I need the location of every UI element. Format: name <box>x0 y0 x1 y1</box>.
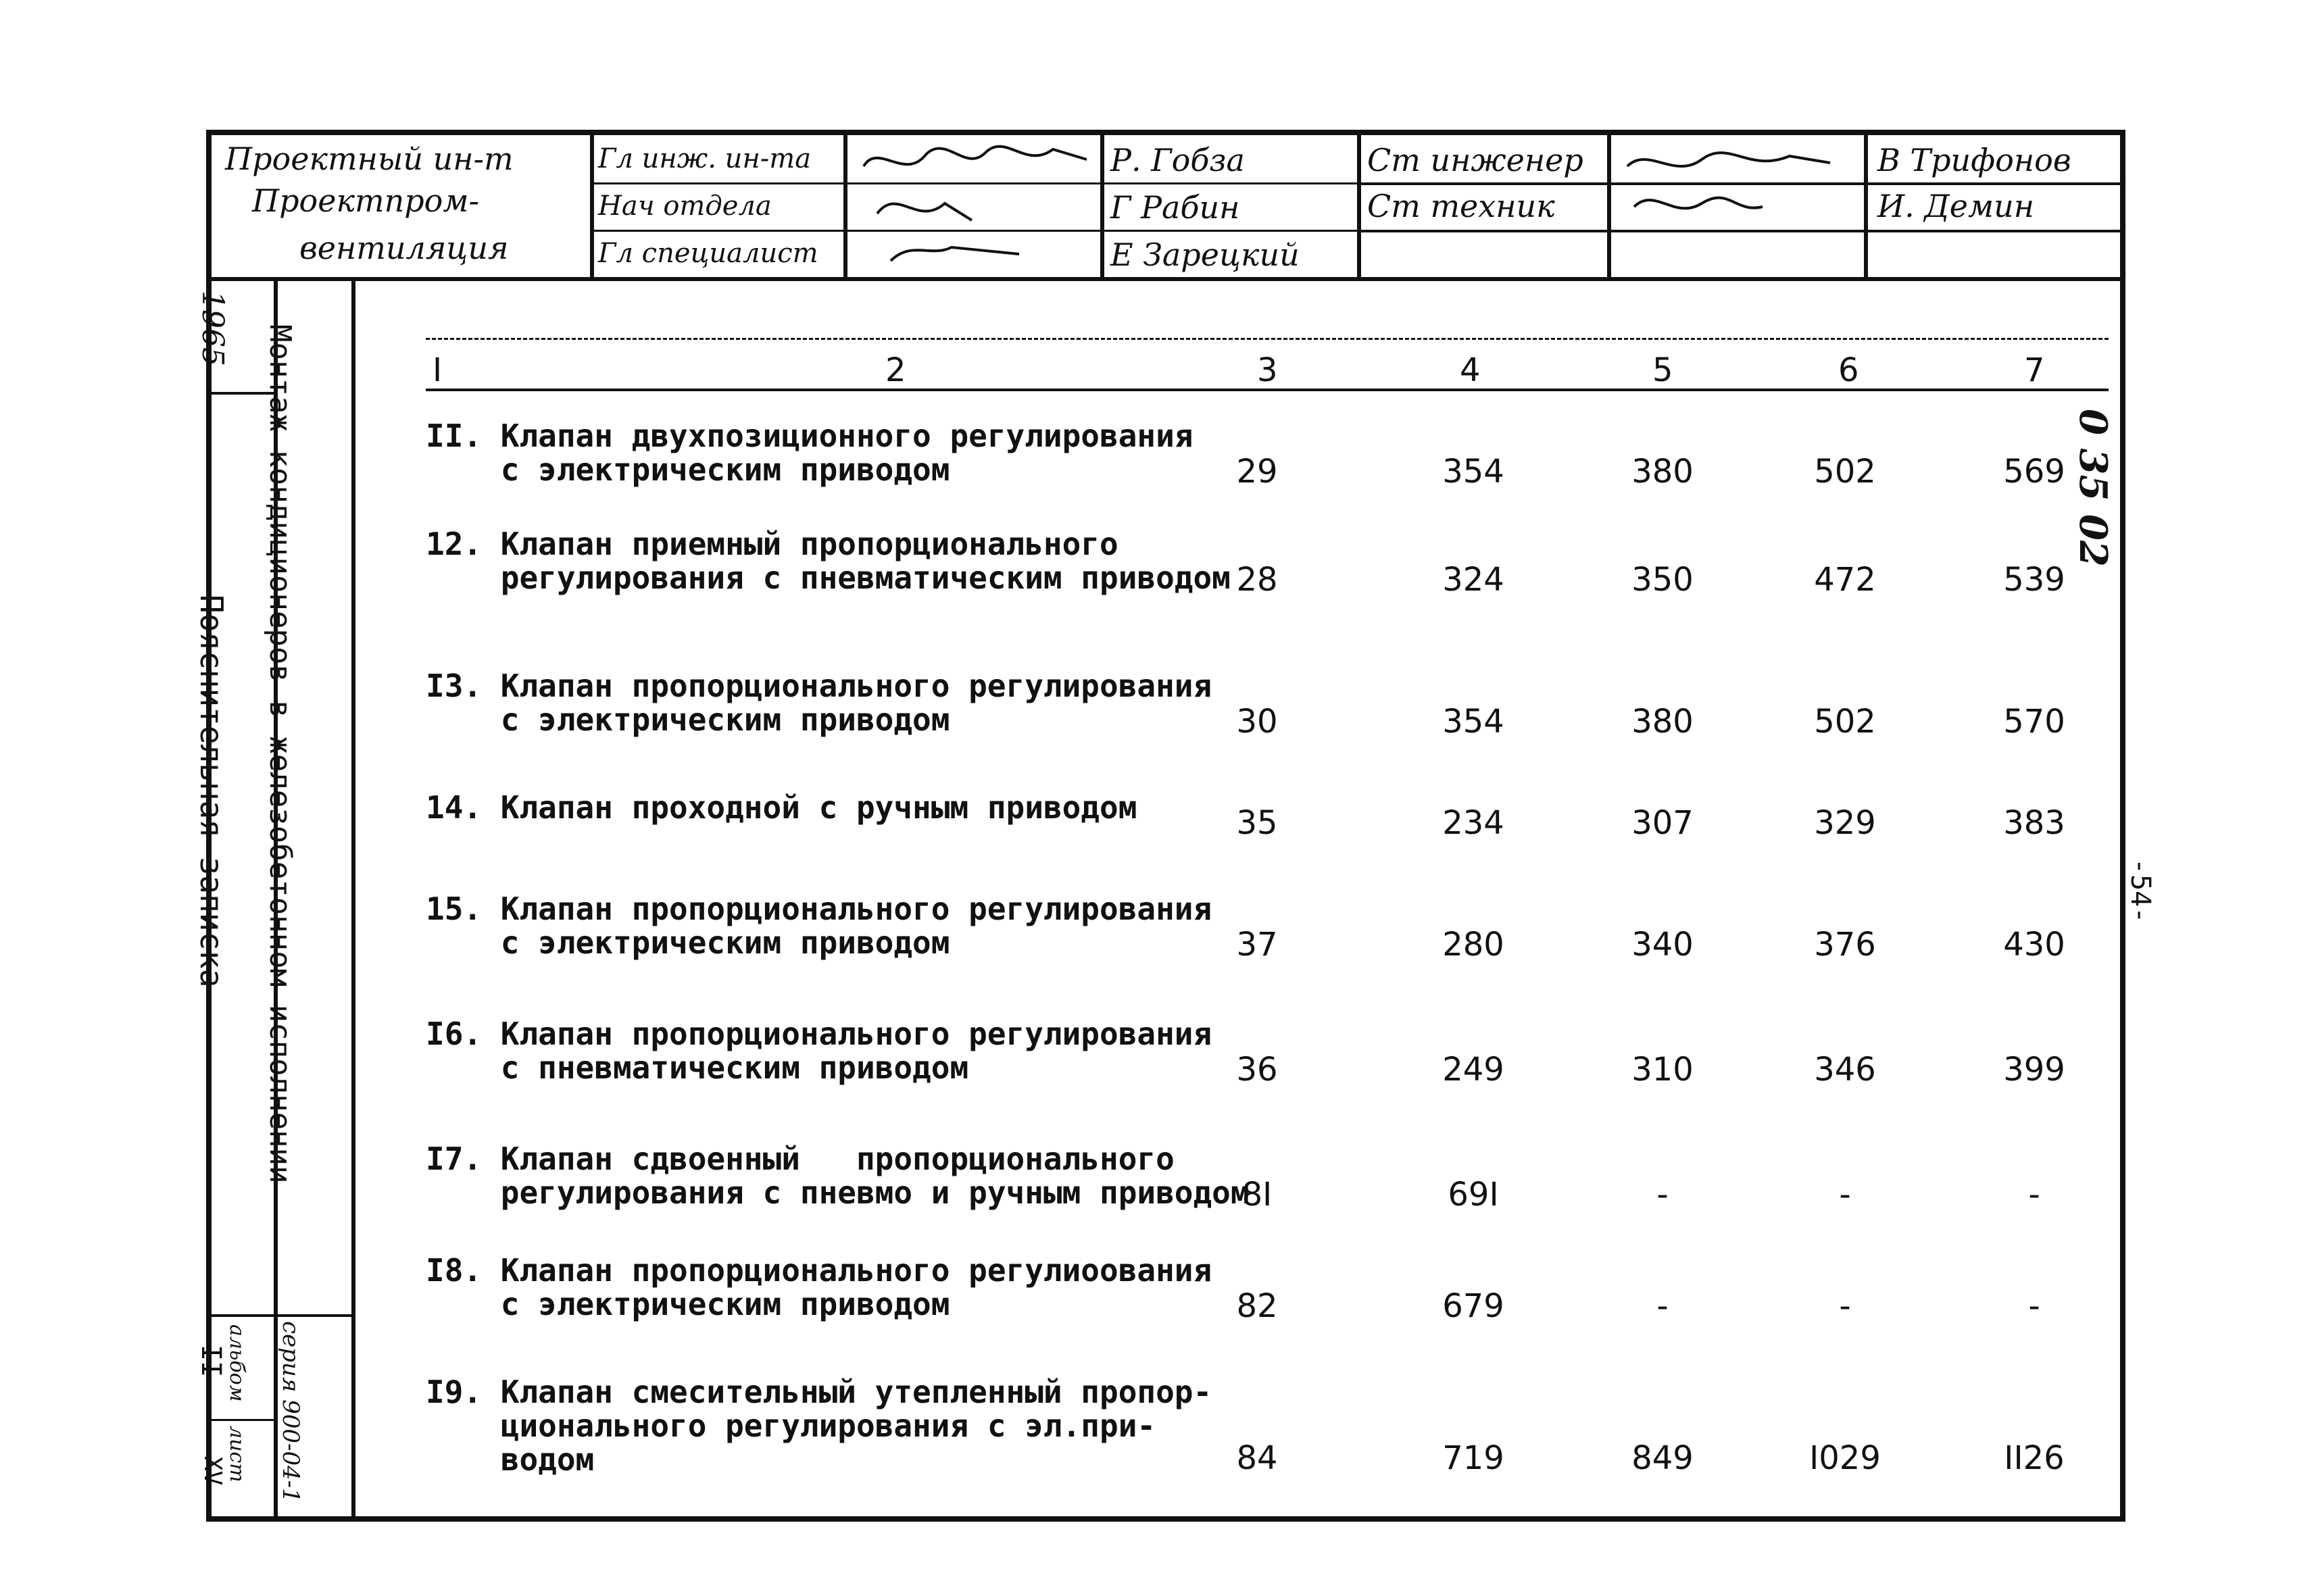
signature-2 <box>1614 139 1857 234</box>
col-header-2: 2 <box>885 351 906 389</box>
sidebar-album-divider <box>212 1419 274 1421</box>
row-value-c3: 37 <box>1236 926 1278 964</box>
sheet-label: лист <box>225 1426 249 1482</box>
row-value-c6: I029 <box>1809 1439 1881 1477</box>
row-description: I6. Клапан пропорционального регулирования с пневматическим приводом <box>426 1016 1212 1086</box>
row-description: 12. Клапан приемный пропорционального регулирования с пневматическим приводом <box>426 526 1231 596</box>
row-value-c6: 502 <box>1814 703 1876 741</box>
row-value-c6: - <box>1839 1287 1851 1325</box>
role-chief-engineer: Гл инж. ин-та <box>598 143 812 174</box>
row-value-c4: 324 <box>1442 561 1504 599</box>
album-label: альбом <box>225 1324 249 1402</box>
sidebar-divider-2 <box>351 277 355 1522</box>
name-dept-head: Г Рабин <box>1110 189 1240 226</box>
row-description: I9. Клапан смесительный утепленный пропор- циональногo регулирования с эл.при- водом <box>426 1374 1212 1478</box>
row-value-c5: 310 <box>1631 1051 1694 1089</box>
header-top-rule <box>426 338 2109 342</box>
name-specialist: Е Зарецкий <box>1110 236 1300 273</box>
row-value-c4: 249 <box>1442 1051 1504 1089</box>
row-value-c4: 69I <box>1448 1176 1499 1214</box>
row-value-c5: 350 <box>1631 561 1694 599</box>
name-senior-engineer: В Трифонов <box>1877 142 2071 178</box>
document-code: 0 35 02 <box>2071 409 2115 567</box>
row-value-c3: 29 <box>1236 453 1278 491</box>
role-specialist: Гл специалист <box>598 238 818 269</box>
row-value-c5: 307 <box>1631 804 1694 842</box>
sheet-number: XV <box>199 1456 226 1486</box>
org-line-1: Проектный ин-т <box>225 141 514 177</box>
row-value-c7: 570 <box>2003 703 2065 741</box>
album-number: II <box>195 1345 226 1378</box>
row-description: II. Клапан двухпозиционного регулирования с электрическим приводом <box>426 418 1193 488</box>
row-value-c6: 472 <box>1814 561 1876 599</box>
row-value-c5: - <box>1656 1287 1669 1325</box>
row-value-c4: 679 <box>1442 1287 1504 1325</box>
row-value-c3: 84 <box>1236 1439 1278 1477</box>
row-value-c7: 430 <box>2003 926 2065 964</box>
col-header-3: 3 <box>1257 351 1278 389</box>
row-value-c3: 82 <box>1236 1287 1278 1325</box>
row-value-c5: 340 <box>1631 926 1694 964</box>
page-number: -54- <box>2125 858 2156 924</box>
org-line-2: Проектпром- <box>252 182 480 219</box>
row-value-c4: 234 <box>1442 804 1504 842</box>
row-description: I8. Клапан пропорционального регулиоования с электрическим приводом <box>426 1252 1212 1322</box>
row-value-c7: 539 <box>2003 561 2065 599</box>
row-value-c5: - <box>1656 1176 1669 1214</box>
row-value-c7: - <box>2028 1287 2040 1325</box>
row-value-c4: 280 <box>1442 926 1504 964</box>
name-senior-technician: И. Демин <box>1877 188 2035 224</box>
year-label: 1965 <box>195 291 230 366</box>
row-description: 14. Клапан проходной с ручным приводом <box>426 789 1137 826</box>
row-description: I7. Клапан сдвоенный пропорционального регулирования с пневмо и ручным приводом <box>426 1141 1250 1211</box>
row-value-c6: 329 <box>1814 804 1876 842</box>
subject-title: Монтаж кондиционеров в железобетонном исполнении <box>263 324 297 1184</box>
org-line-3: вентиляция <box>299 230 509 266</box>
col-header-6: 6 <box>1838 351 1859 389</box>
col-header-1: I <box>433 351 443 389</box>
row-value-c6: - <box>1839 1176 1851 1214</box>
row-value-c4: 354 <box>1442 703 1504 741</box>
row-value-c4: 719 <box>1442 1439 1504 1477</box>
title-stamp <box>212 135 2125 281</box>
row-value-c5: 380 <box>1631 703 1694 741</box>
name-chief-engineer: Р. Гобза <box>1110 142 1245 178</box>
col-header-4: 4 <box>1460 351 1481 389</box>
row-value-c6: 502 <box>1814 453 1876 491</box>
row-description: I3. Клапан пропорционального регулирования с электрическим приводом <box>426 668 1212 738</box>
row-value-c5: 849 <box>1631 1439 1694 1477</box>
row-value-c7: II26 <box>2004 1439 2065 1477</box>
row-value-c7: 399 <box>2003 1051 2065 1089</box>
row-value-c4: 354 <box>1442 453 1504 491</box>
col-header-5: 5 <box>1652 351 1673 389</box>
row-value-c3: 8I <box>1241 1176 1273 1214</box>
row-value-c3: 36 <box>1236 1051 1278 1089</box>
series-label: серия 900-04-1 <box>277 1321 304 1503</box>
role-dept-head: Нач отдела <box>598 191 772 222</box>
sidebar-bottom-divider <box>212 1314 351 1317</box>
row-value-c7: 383 <box>2003 804 2065 842</box>
row-value-c7: 569 <box>2003 453 2065 491</box>
role-senior-technician: Ст техник <box>1367 188 1555 224</box>
row-value-c6: 346 <box>1814 1051 1876 1089</box>
note-title: Пояснительная записка <box>193 595 230 988</box>
row-value-c5: 380 <box>1631 453 1694 491</box>
role-senior-engineer: Ст инженер <box>1367 142 1583 178</box>
row-value-c3: 30 <box>1236 703 1278 741</box>
row-description: 15. Клапан пропорционального регулирования с электрическим приводом <box>426 891 1212 961</box>
signature-1 <box>850 139 1093 274</box>
row-value-c7: - <box>2028 1176 2040 1214</box>
row-value-c3: 35 <box>1236 804 1278 842</box>
row-value-c3: 28 <box>1236 561 1278 599</box>
col-header-7: 7 <box>2024 351 2045 389</box>
row-value-c6: 376 <box>1814 926 1876 964</box>
